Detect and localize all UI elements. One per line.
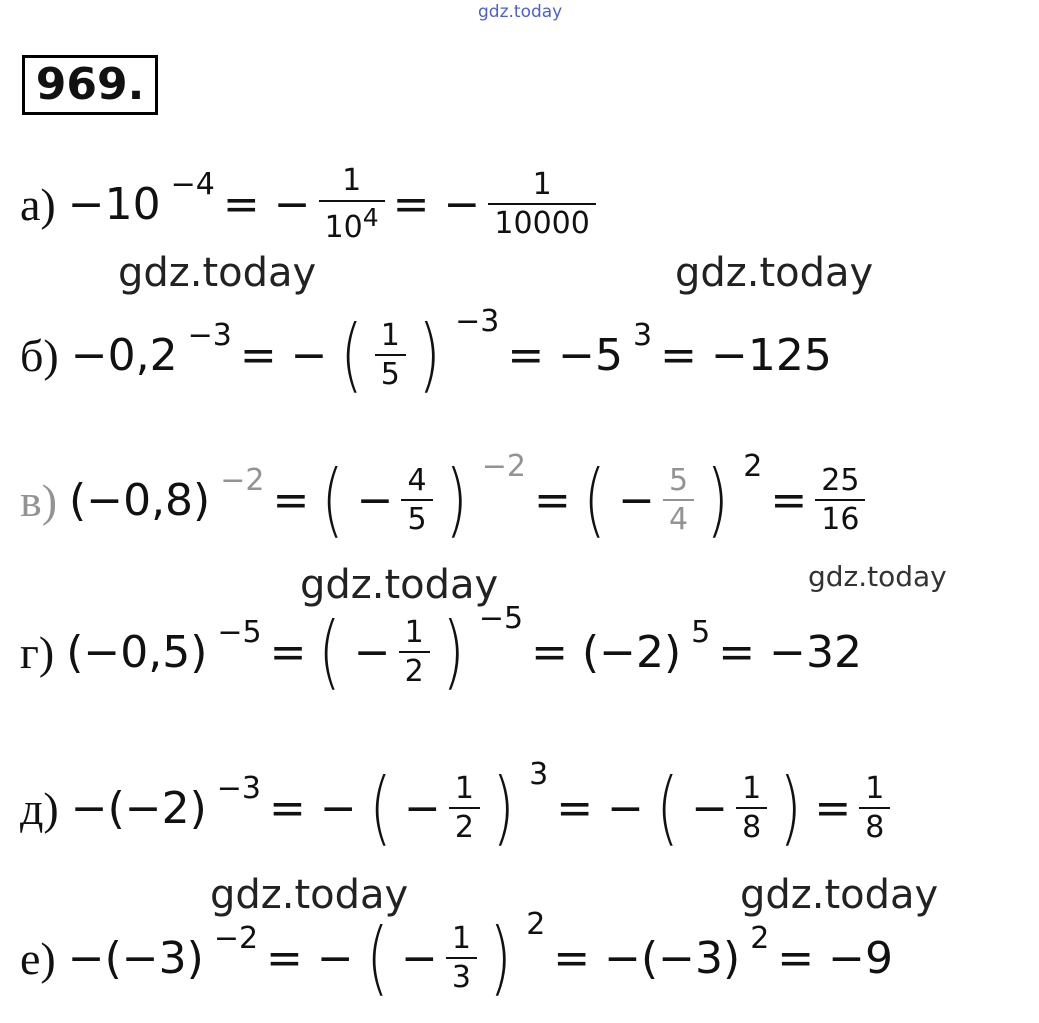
label-v: в) (20, 474, 58, 526)
fraction (663, 462, 694, 537)
fraction (399, 614, 430, 689)
exponent: −2 (481, 448, 526, 484)
exponent: −2 (213, 920, 259, 956)
label-b: б) (20, 329, 59, 381)
denominator: 2 (399, 651, 430, 688)
fraction (736, 770, 767, 845)
exponent: −5 (478, 600, 524, 636)
operator: = (770, 474, 808, 526)
watermark: gdz.today (118, 250, 317, 296)
operator: = − (266, 932, 354, 984)
exponent: −3 (455, 303, 500, 339)
term: (−0,5) (66, 626, 208, 678)
minus-sign: − (356, 474, 394, 526)
numerator: 4 (407, 462, 427, 498)
line-v (20, 448, 865, 546)
numerator: 5 (668, 462, 689, 498)
exponent: −4 (170, 166, 215, 202)
left-paren: ( (366, 911, 389, 1004)
numerator: 1 (342, 163, 362, 198)
denominator: 16 (815, 499, 865, 536)
numerator: 1 (742, 770, 762, 806)
line-a (20, 165, 596, 243)
watermark: gdz.today (300, 562, 499, 608)
fraction (446, 920, 477, 995)
exponent: 3 (529, 756, 549, 792)
denominator: 8 (736, 807, 767, 844)
term: = −9 (777, 932, 894, 984)
operator: = (533, 474, 571, 526)
numerator: 1 (380, 317, 400, 353)
line-d (20, 756, 890, 854)
right-paren: ) (706, 453, 729, 546)
label-d: д) (20, 782, 59, 834)
denominator-exponent: 4 (362, 202, 379, 232)
numerator: 1 (451, 920, 471, 956)
numerator: 1 (865, 770, 885, 806)
term: −(−2) (70, 782, 207, 834)
label-a: а) (20, 178, 56, 230)
term: = −5 (507, 329, 624, 381)
exponent: 5 (691, 614, 711, 650)
watermark: gdz.today (740, 872, 939, 918)
operator: = − (556, 782, 644, 834)
denominator (319, 200, 385, 244)
problem-number: 969. (22, 55, 158, 115)
watermark: gdz.today (675, 250, 874, 296)
fraction (859, 770, 890, 845)
operator: = − (239, 329, 328, 381)
numerator: 1 (532, 166, 552, 202)
numerator: 1 (404, 614, 424, 650)
left-paren: ( (656, 761, 679, 854)
term: = −125 (660, 329, 832, 381)
term: = (−2) (531, 626, 682, 678)
right-paren: ) (418, 308, 441, 401)
label-e: е) (20, 932, 56, 984)
exponent: 2 (743, 448, 763, 484)
exponent: −5 (217, 614, 262, 650)
watermark-top: gdz.today (478, 2, 563, 22)
left-paren: ( (340, 308, 363, 401)
minus-sign: − (691, 782, 729, 834)
right-paren: ) (492, 761, 515, 854)
denominator: 8 (859, 807, 890, 844)
denominator: 3 (446, 957, 477, 994)
fraction (488, 166, 595, 241)
line-e (20, 906, 894, 1004)
right-paren: ) (779, 761, 802, 854)
watermark: gdz.today (210, 872, 409, 918)
numerator: 1 (454, 770, 474, 806)
line-b (20, 303, 832, 401)
denominator: 10000 (488, 203, 595, 240)
label-g: г) (20, 626, 55, 678)
numerator: 25 (821, 462, 860, 498)
exponent: 3 (633, 317, 653, 353)
exponent: −3 (187, 317, 232, 353)
denominator: 4 (663, 499, 694, 536)
term: −(−3) (67, 932, 204, 984)
fraction (319, 165, 385, 243)
minus-sign: − (401, 932, 438, 984)
operator: = − (222, 178, 311, 230)
term: (−0,8) (69, 474, 211, 526)
fraction (375, 317, 406, 392)
operator: = − (392, 178, 481, 230)
line-g (20, 600, 862, 698)
exponent: −2 (220, 462, 265, 498)
denominator: 5 (375, 354, 406, 391)
exponent: 2 (750, 920, 770, 956)
left-paren: ( (319, 605, 342, 698)
fraction (401, 462, 432, 537)
right-paren: ) (445, 453, 468, 546)
denominator: 5 (401, 499, 432, 536)
left-paren: ( (322, 453, 344, 546)
left-paren: ( (369, 761, 392, 854)
operator: = (269, 626, 307, 678)
minus-sign: − (353, 626, 391, 678)
operator: = (814, 782, 852, 834)
left-paren: ( (583, 453, 606, 546)
right-paren: ) (442, 605, 465, 698)
fraction (449, 770, 480, 845)
fraction (815, 462, 865, 537)
right-paren: ) (489, 911, 512, 1004)
term: −0,2 (70, 329, 178, 381)
denominator-base: 10 (324, 209, 363, 245)
operator: = (272, 474, 310, 526)
term: = −(−3) (553, 932, 741, 984)
minus-sign: − (618, 474, 655, 526)
watermark: gdz.today (808, 560, 947, 593)
exponent: −3 (216, 770, 262, 806)
term: −10 (67, 178, 161, 230)
exponent: 2 (526, 906, 546, 942)
denominator: 2 (449, 807, 480, 844)
term: = −32 (718, 626, 862, 678)
operator: = − (269, 782, 357, 834)
minus-sign: − (403, 782, 441, 834)
